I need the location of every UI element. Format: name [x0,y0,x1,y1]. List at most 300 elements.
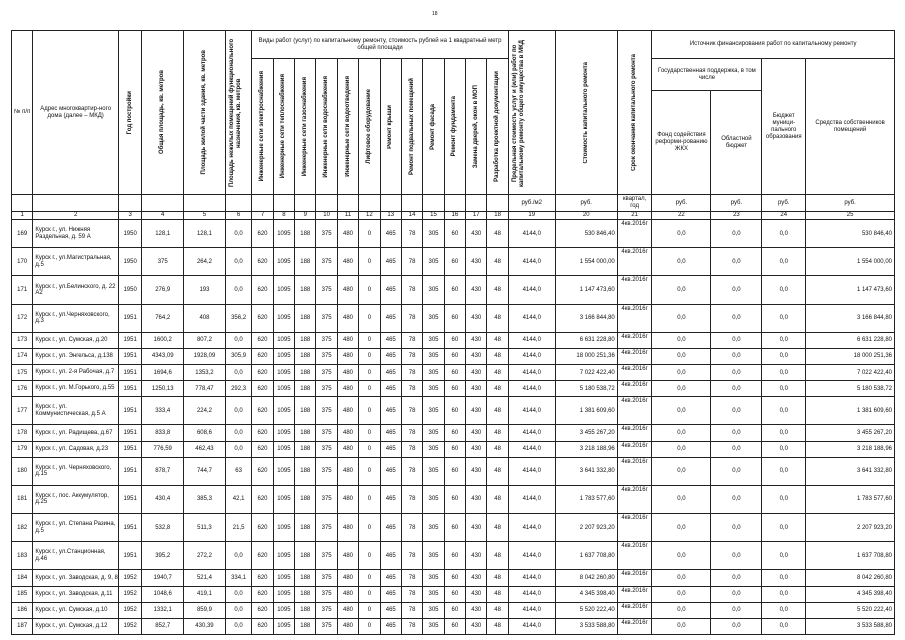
row-work-cost: 0 [359,304,380,332]
row-fund: 0,0 [652,348,711,364]
row-regional: 0,0 [711,348,762,364]
row-work-cost: 480 [337,586,358,602]
header-work-7: Ремонт крыши [380,59,401,195]
row-work-cost: 188 [295,618,316,634]
row-work-cost: 0 [359,248,380,276]
row-municipal: 0,0 [762,304,806,332]
header-state-support: Государственная поддержка, в том числе [652,59,762,91]
row-repair-cost: 8 042 260,80 [555,570,617,586]
row-work-cost: 480 [337,514,358,542]
row-address: Курск г., ул. Нижняя Раздельная, д. 59 А [33,220,119,248]
row-work-cost: 480 [337,348,358,364]
row-work-cost: 60 [444,618,465,634]
row-regional: 0,0 [711,220,762,248]
row-total-area: 833,8 [142,425,184,441]
row-fund: 0,0 [652,381,711,397]
row-work-cost: 1095 [273,381,294,397]
row-work-cost: 620 [252,586,273,602]
column-number: 24 [762,212,806,220]
row-work-cost: 1095 [273,457,294,485]
row-work-cost: 78 [401,304,422,332]
row-work-cost: 305 [423,348,444,364]
row-regional: 0,0 [711,441,762,457]
row-work-cost: 1095 [273,586,294,602]
row-total-area: 878,7 [142,457,184,485]
row-address: Курск г., ул.Магистральная, д.5 [33,248,119,276]
row-work-cost: 375 [316,248,337,276]
row-fund: 0,0 [652,602,711,618]
row-year: 1951 [118,365,141,381]
row-fund: 0,0 [652,220,711,248]
row-work-cost: 60 [444,425,465,441]
header-work-3: Инженерные сети газоснабжения [295,59,316,195]
row-living-area: 1928,09 [184,348,226,364]
row-work-cost: 620 [252,381,273,397]
row-work-cost: 465 [380,602,401,618]
row-repair-cost: 1 147 473,60 [555,276,617,304]
row-work-cost: 1095 [273,276,294,304]
row-municipal: 0,0 [762,485,806,513]
header-address: Адрес многоквартир-ного дома (далее – МКД) [33,31,119,195]
row-work-cost: 375 [316,618,337,634]
header-regional: Областной бюджет [711,91,762,195]
row-regional: 0,0 [711,365,762,381]
row-work-cost: 78 [401,348,422,364]
row-owners: 5 180 538,72 [806,381,895,397]
row-number: 174 [12,348,33,364]
row-work-cost: 60 [444,457,465,485]
column-number: 1 [12,212,33,220]
row-fund: 0,0 [652,441,711,457]
row-regional: 0,0 [711,485,762,513]
row-work-cost: 620 [252,485,273,513]
row-total-area: 1694,6 [142,365,184,381]
row-work-cost: 48 [487,425,508,441]
row-work-cost: 430 [466,304,487,332]
row-regional: 0,0 [711,457,762,485]
row-work-cost: 48 [487,220,508,248]
column-number: 25 [806,212,895,220]
row-work-cost: 480 [337,397,358,425]
row-number: 176 [12,381,33,397]
row-work-cost: 480 [337,365,358,381]
row-work-cost: 305 [423,457,444,485]
row-owners: 3 218 188,96 [806,441,895,457]
row-work-cost: 430 [466,570,487,586]
row-municipal: 0,0 [762,276,806,304]
row-work-cost: 375 [316,365,337,381]
row-total-area: 395,2 [142,542,184,570]
row-owners: 3 533 588,80 [806,618,895,634]
row-total-area: 1250,13 [142,381,184,397]
row-work-cost: 480 [337,248,358,276]
header-repair-cost: Стоимость капитального ремонта [555,31,617,195]
row-living-area: 419,1 [184,586,226,602]
row-work-cost: 188 [295,602,316,618]
column-number: 14 [401,212,422,220]
row-regional: 0,0 [711,514,762,542]
row-work-cost: 0 [359,220,380,248]
row-total-area: 852,7 [142,618,184,634]
header-num: № п/п [12,31,33,195]
row-work-cost: 620 [252,441,273,457]
row-work-cost: 78 [401,570,422,586]
row-year: 1951 [118,381,141,397]
row-work-cost: 480 [337,381,358,397]
row-max-cost: 4144,0 [508,586,555,602]
row-work-cost: 430 [466,365,487,381]
row-total-area: 430,4 [142,485,184,513]
row-regional: 0,0 [711,618,762,634]
table-row [12,332,895,348]
row-work-cost: 305 [423,248,444,276]
table-row [12,348,895,364]
row-nonliving-area: 42,1 [225,485,251,513]
row-work-cost: 48 [487,586,508,602]
row-work-cost: 305 [423,304,444,332]
row-work-cost: 480 [337,485,358,513]
row-work-cost: 620 [252,618,273,634]
row-max-cost: 4144,0 [508,304,555,332]
row-number: 181 [12,485,33,513]
table-row [12,570,895,586]
table-row [12,220,895,248]
row-work-cost: 375 [316,397,337,425]
row-address: Курск г., пос. Аккумулятор, д.25 [33,485,119,513]
row-work-cost: 305 [423,602,444,618]
row-work-cost: 305 [423,365,444,381]
row-work-cost: 465 [380,570,401,586]
row-work-cost: 0 [359,276,380,304]
row-work-cost: 0 [359,485,380,513]
row-work-cost: 188 [295,397,316,425]
row-living-area: 128,1 [184,220,226,248]
row-work-cost: 48 [487,276,508,304]
row-work-cost: 430 [466,586,487,602]
column-number: 4 [142,212,184,220]
header-owners: Средства собственников помещений [806,59,895,195]
row-work-cost: 430 [466,220,487,248]
unit-regional: руб. [711,195,762,212]
row-work-cost: 188 [295,304,316,332]
row-work-cost: 430 [466,457,487,485]
row-work-cost: 48 [487,457,508,485]
row-work-cost: 620 [252,397,273,425]
row-work-cost: 48 [487,348,508,364]
row-work-cost: 1095 [273,348,294,364]
column-number: 19 [508,212,555,220]
row-work-cost: 305 [423,276,444,304]
row-work-cost: 430 [466,441,487,457]
row-year: 1952 [118,570,141,586]
row-work-cost: 480 [337,618,358,634]
row-work-cost: 0 [359,441,380,457]
row-work-cost: 480 [337,276,358,304]
row-work-cost: 48 [487,248,508,276]
row-municipal: 0,0 [762,220,806,248]
column-number: 15 [423,212,444,220]
row-living-area: 408 [184,304,226,332]
header-work-12: Разработка проектной документации [487,59,508,195]
table-row [12,618,895,634]
row-work-cost: 480 [337,220,358,248]
row-address: Курск г., ул. Садовая, д.23 [33,441,119,457]
row-fund: 0,0 [652,457,711,485]
column-number: 11 [337,212,358,220]
row-living-area: 385,3 [184,485,226,513]
table-row [12,457,895,485]
row-work-cost: 0 [359,332,380,348]
row-work-cost: 620 [252,542,273,570]
table-row [12,397,895,425]
header-work-1: Инженерные сети электроснабжения [252,59,273,195]
row-work-cost: 465 [380,248,401,276]
row-work-cost: 78 [401,365,422,381]
row-repair-cost: 530 846,40 [555,220,617,248]
column-number: 8 [273,212,294,220]
header-total-area: Общая площадь, кв. метров [142,31,184,195]
row-fund: 0,0 [652,586,711,602]
row-regional: 0,0 [711,570,762,586]
row-work-cost: 620 [252,425,273,441]
row-work-cost: 0 [359,570,380,586]
row-nonliving-area: 0,0 [225,441,251,457]
header-fund: Фонд содействия реформи-рованию ЖКХ [652,91,711,195]
row-living-area: 193 [184,276,226,304]
row-living-area: 462,43 [184,441,226,457]
row-work-cost: 48 [487,397,508,425]
column-number: 2 [33,212,119,220]
row-year: 1951 [118,348,141,364]
row-work-cost: 465 [380,441,401,457]
row-number: 186 [12,602,33,618]
header-work-10: Ремонт фундамента [444,59,465,195]
row-year: 1951 [118,514,141,542]
row-work-cost: 480 [337,457,358,485]
column-number: 22 [652,212,711,220]
table-row [12,485,895,513]
row-work-cost: 60 [444,381,465,397]
row-total-area: 4343,09 [142,348,184,364]
row-work-cost: 480 [337,304,358,332]
row-repair-cost: 7 022 422,40 [555,365,617,381]
row-address: Курск г., ул.Белинского, д. 22 А2 [33,276,119,304]
row-work-cost: 60 [444,248,465,276]
row-work-cost: 430 [466,425,487,441]
table-row [12,542,895,570]
row-work-cost: 430 [466,276,487,304]
row-deadline: 4кв.2016г [617,602,652,618]
row-deadline: 4кв.2016г [617,348,652,364]
row-max-cost: 4144,0 [508,441,555,457]
row-deadline: 4кв.2016г [617,586,652,602]
row-total-area: 333,4 [142,397,184,425]
column-number: 3 [118,212,141,220]
row-max-cost: 4144,0 [508,276,555,304]
row-year: 1951 [118,397,141,425]
row-work-cost: 480 [337,602,358,618]
row-address: Курск г., ул. Сумская, д.10 [33,602,119,618]
row-work-cost: 78 [401,586,422,602]
row-work-cost: 78 [401,457,422,485]
row-repair-cost: 3 455 267,20 [555,425,617,441]
row-work-cost: 48 [487,602,508,618]
row-repair-cost: 3 166 844,80 [555,304,617,332]
row-work-cost: 1095 [273,248,294,276]
column-number: 7 [252,212,273,220]
row-work-cost: 620 [252,332,273,348]
row-work-cost: 375 [316,441,337,457]
row-work-cost: 305 [423,425,444,441]
row-work-cost: 305 [423,332,444,348]
row-fund: 0,0 [652,542,711,570]
row-total-area: 276,9 [142,276,184,304]
row-max-cost: 4144,0 [508,602,555,618]
row-work-cost: 430 [466,542,487,570]
row-work-cost: 375 [316,542,337,570]
row-work-cost: 188 [295,542,316,570]
header-work-types-group: Виды работ (услуг) по капитальному ремонту, стоимость рублей на 1 квадратный метр общей площади [252,31,509,59]
row-number: 182 [12,514,33,542]
row-number: 172 [12,304,33,332]
row-address: Курск г., ул. Черняховского, д.15 [33,457,119,485]
row-year: 1952 [118,618,141,634]
row-max-cost: 4144,0 [508,485,555,513]
row-owners: 6 631 228,80 [806,332,895,348]
column-number: 10 [316,212,337,220]
column-number: 5 [184,212,226,220]
row-owners: 1 381 609,60 [806,397,895,425]
row-nonliving-area: 0,0 [225,602,251,618]
row-address: Курск г., ул.Станционная, д.46 [33,542,119,570]
row-municipal: 0,0 [762,542,806,570]
row-work-cost: 78 [401,618,422,634]
row-work-cost: 375 [316,304,337,332]
row-work-cost: 375 [316,381,337,397]
row-work-cost: 188 [295,441,316,457]
row-number: 171 [12,276,33,304]
row-work-cost: 375 [316,425,337,441]
row-work-cost: 78 [401,542,422,570]
row-fund: 0,0 [652,365,711,381]
row-repair-cost: 1 381 609,60 [555,397,617,425]
header-work-9: Ремонт фасада [423,59,444,195]
row-work-cost: 305 [423,220,444,248]
row-work-cost: 465 [380,276,401,304]
row-work-cost: 48 [487,365,508,381]
row-work-cost: 0 [359,542,380,570]
row-year: 1951 [118,425,141,441]
row-living-area: 521,4 [184,570,226,586]
header-work-4: Инженерные сети водоснабжения [316,59,337,195]
row-work-cost: 465 [380,457,401,485]
row-municipal: 0,0 [762,602,806,618]
row-year: 1951 [118,304,141,332]
row-work-cost: 430 [466,602,487,618]
row-number: 173 [12,332,33,348]
header-work-8: Ремонт подвальных помещений [401,59,422,195]
row-nonliving-area: 0,0 [225,248,251,276]
row-living-area: 608,6 [184,425,226,441]
row-work-cost: 188 [295,365,316,381]
row-fund: 0,0 [652,514,711,542]
column-number: 17 [466,212,487,220]
row-living-area: 511,3 [184,514,226,542]
header-deadline: Срок окончания капитального ремонта [617,31,652,195]
row-work-cost: 0 [359,457,380,485]
row-municipal: 0,0 [762,248,806,276]
table-row [12,514,895,542]
row-work-cost: 480 [337,441,358,457]
row-repair-cost: 1 637 708,80 [555,542,617,570]
row-year: 1952 [118,586,141,602]
row-work-cost: 465 [380,542,401,570]
row-living-area: 807,2 [184,332,226,348]
row-owners: 2 207 923,20 [806,514,895,542]
row-work-cost: 0 [359,365,380,381]
row-work-cost: 305 [423,586,444,602]
column-number: 23 [711,212,762,220]
row-work-cost: 78 [401,381,422,397]
row-work-cost: 1095 [273,441,294,457]
row-work-cost: 0 [359,618,380,634]
row-owners: 1 147 473,60 [806,276,895,304]
row-work-cost: 0 [359,425,380,441]
row-owners: 3 641 332,80 [806,457,895,485]
row-work-cost: 1095 [273,304,294,332]
table-row [12,304,895,332]
row-living-area: 1353,2 [184,365,226,381]
row-number: 170 [12,248,33,276]
row-work-cost: 305 [423,485,444,513]
table-row [12,381,895,397]
row-work-cost: 305 [423,618,444,634]
column-number: 16 [444,212,465,220]
row-work-cost: 78 [401,332,422,348]
row-deadline: 4кв.2016г [617,618,652,634]
row-repair-cost: 5 520 222,40 [555,602,617,618]
row-work-cost: 465 [380,485,401,513]
row-work-cost: 375 [316,220,337,248]
row-work-cost: 620 [252,248,273,276]
row-regional: 0,0 [711,276,762,304]
row-municipal: 0,0 [762,441,806,457]
row-nonliving-area: 0,0 [225,220,251,248]
row-work-cost: 188 [295,570,316,586]
row-municipal: 0,0 [762,425,806,441]
row-work-cost: 465 [380,618,401,634]
row-total-area: 1048,6 [142,586,184,602]
header-funding-group: Источник финансирования работ по капитальному ремонту [652,31,895,59]
row-deadline: 4кв.2016г [617,542,652,570]
row-work-cost: 188 [295,381,316,397]
row-year: 1951 [118,457,141,485]
table-row [12,248,895,276]
unit-owners: руб. [806,195,895,212]
row-max-cost: 4144,0 [508,348,555,364]
row-work-cost: 188 [295,220,316,248]
row-deadline: 4кв.2016г [617,485,652,513]
row-repair-cost: 3 218 188,96 [555,441,617,457]
row-work-cost: 305 [423,542,444,570]
row-work-cost: 1095 [273,618,294,634]
row-work-cost: 1095 [273,365,294,381]
row-work-cost: 60 [444,542,465,570]
row-fund: 0,0 [652,425,711,441]
row-owners: 5 520 222,40 [806,602,895,618]
row-address: Курск г., ул. Заводская, д.11 [33,586,119,602]
row-work-cost: 60 [444,348,465,364]
